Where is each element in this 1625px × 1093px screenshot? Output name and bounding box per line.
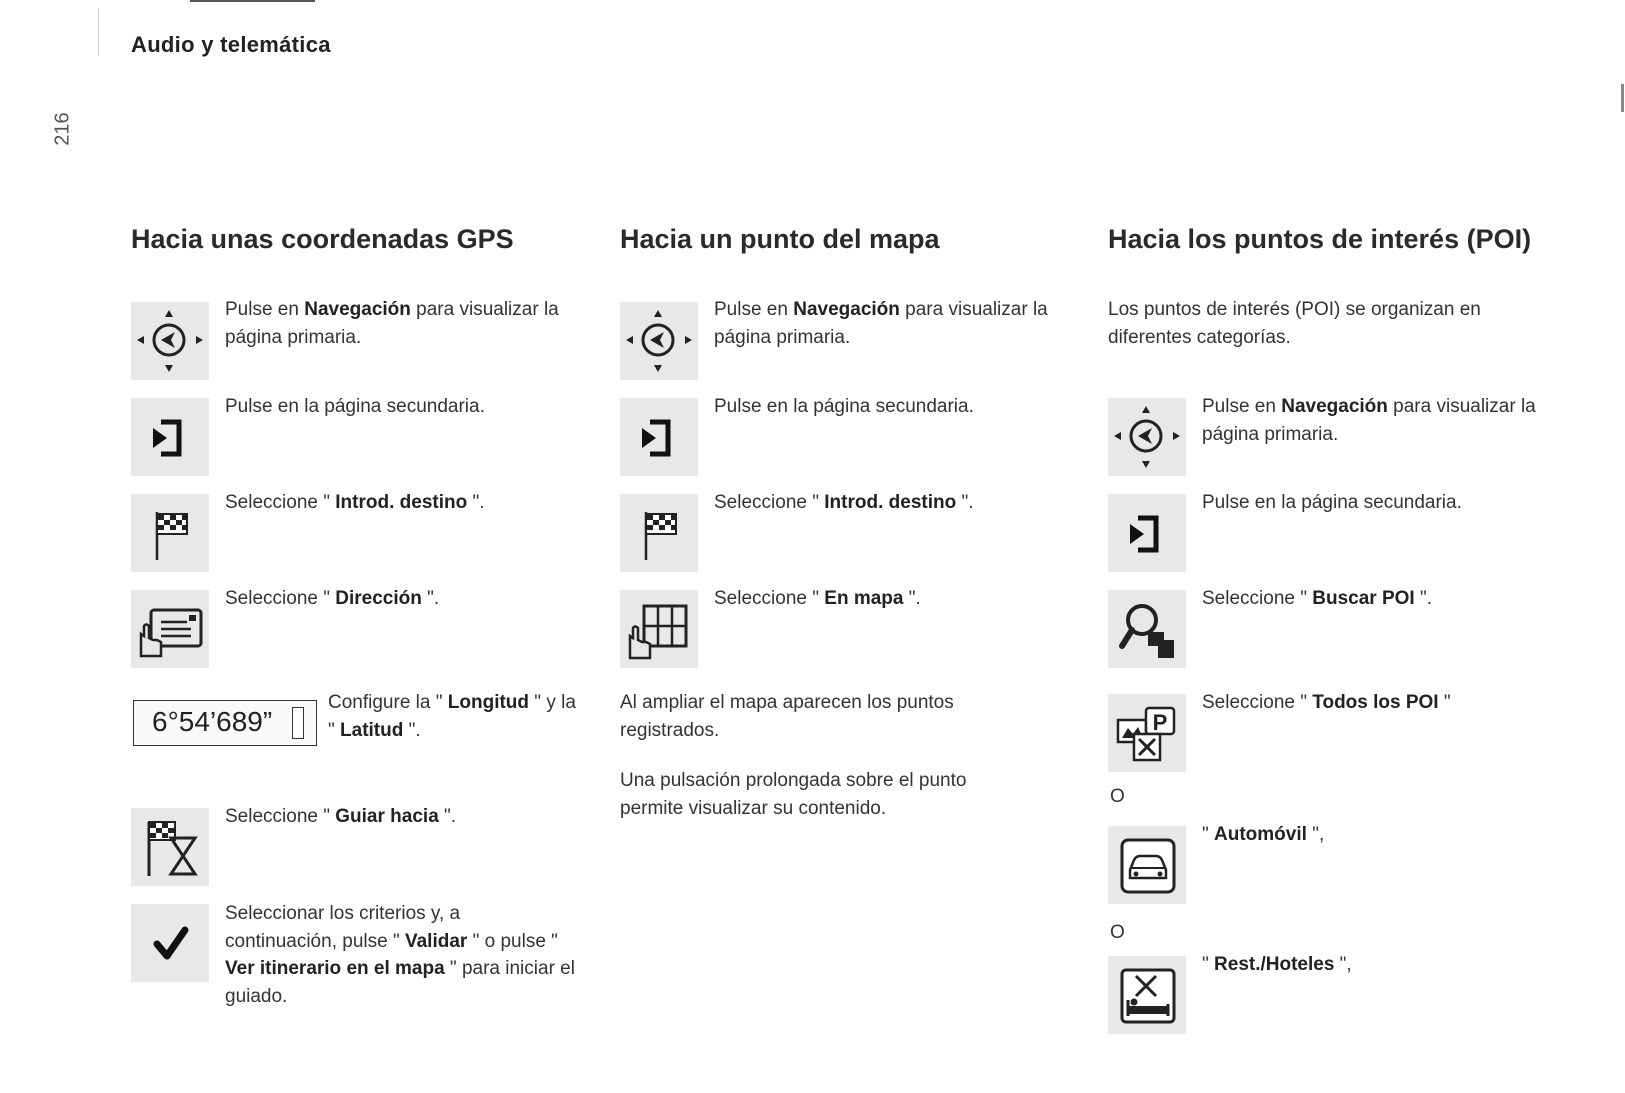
automobile-icon — [1108, 826, 1186, 904]
step-text: Pulse en la página secundaria. — [1202, 492, 1462, 513]
navigation-icon — [1108, 398, 1186, 476]
step-text: " Rest./Hoteles ", — [1202, 954, 1352, 975]
destination-flag-icon — [131, 494, 209, 572]
page-number: 216 — [51, 112, 74, 146]
map-icon — [620, 590, 698, 668]
step-text: Pulse en la página secundaria. — [225, 396, 485, 417]
step-text: Seleccione " Introd. destino ". — [225, 492, 485, 513]
coordinate-display — [133, 700, 317, 746]
search-poi-icon — [1108, 590, 1186, 668]
navigation-icon — [620, 302, 698, 380]
address-icon — [131, 590, 209, 668]
secondary-page-icon — [1108, 494, 1186, 572]
step-text: Seleccione " Dirección ". — [225, 588, 440, 609]
edge-mark — [1621, 84, 1624, 112]
rest-hotels-icon — [1108, 956, 1186, 1034]
navigation-icon — [131, 302, 209, 380]
step-text: " Automóvil ", — [1202, 824, 1325, 845]
paragraph: Una pulsación prolongada sobre el punto permite visualizar su contenido. — [620, 770, 967, 819]
section-header: Audio y telemática — [131, 32, 331, 57]
step-text: Seleccione " Todos los POI " — [1202, 692, 1451, 713]
heading-map-point: Hacia un punto del mapa — [620, 224, 940, 254]
coordinate-value: 6°54’689” — [152, 706, 273, 737]
paragraph: Al ampliar el mapa aparecen los puntos registrados. — [620, 692, 954, 741]
step-text: Seleccione " Introd. destino ". — [714, 492, 974, 513]
side-rule — [98, 8, 99, 56]
step-text: Pulse en Navegación para visualizar la página primaria. — [714, 299, 1048, 348]
check-icon — [131, 904, 209, 982]
step-text: Pulse en Navegación para visualizar la página primaria. — [1202, 396, 1536, 445]
step-text: Seleccione " Guiar hacia ". — [225, 806, 457, 827]
destination-flag-icon — [620, 494, 698, 572]
step-text: Seleccione " En mapa ". — [714, 588, 921, 609]
all-poi-icon — [1108, 694, 1186, 772]
secondary-page-icon — [131, 398, 209, 476]
or-label: O — [1110, 922, 1125, 943]
guide-to-icon — [131, 808, 209, 886]
step-text: Pulse en la página secundaria. — [714, 396, 974, 417]
step-text: Pulse en Navegación para visualizar la página primaria. — [225, 299, 559, 348]
intro-paragraph: Los puntos de interés (POI) se organizan en diferentes categorías. — [1108, 299, 1481, 348]
cursor-icon — [292, 707, 304, 739]
or-label: O — [1110, 786, 1125, 807]
heading-poi: Hacia los puntos de interés (POI) — [1108, 224, 1532, 254]
step-text: Seleccione " Buscar POI ". — [1202, 588, 1433, 609]
heading-gps-coordinates: Hacia unas coordenadas GPS — [131, 224, 514, 254]
secondary-page-icon — [620, 398, 698, 476]
step-text: Configure la " Longitud " y la " Latitud ". — [328, 692, 576, 741]
top-rule — [190, 0, 315, 2]
step-text: Seleccionar los criterios y, a continuación, pulse " Validar " o pulse " Ver itinerario en el mapa " para iniciar el guiado. — [225, 903, 575, 1007]
